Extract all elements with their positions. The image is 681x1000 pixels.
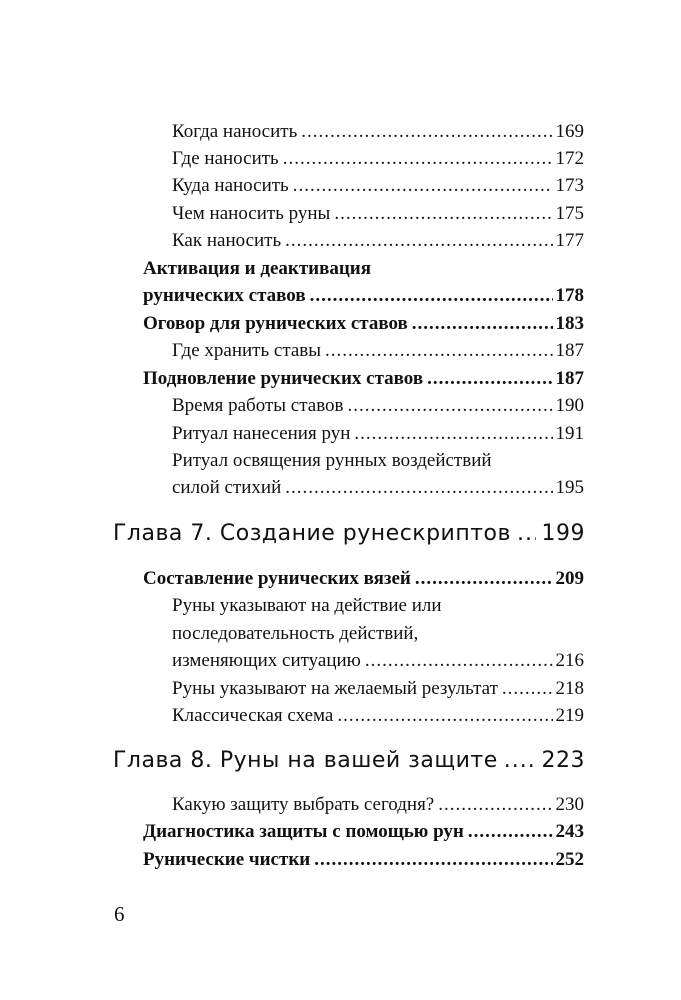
toc-entry-page: 175 xyxy=(555,203,584,224)
toc-entry[interactable] xyxy=(172,145,584,172)
toc-entry-title: Куда наносить xyxy=(172,175,289,196)
dot-leader xyxy=(337,702,552,729)
toc-entry-title-line[interactable]: Руны указывают на действие или xyxy=(172,595,442,616)
toc-entry-title: Оговор для рунических ставов xyxy=(143,313,408,334)
toc-entry-title: рунических ставов xyxy=(143,285,306,306)
toc-entry-title: силой стихий xyxy=(172,477,282,498)
toc-entry[interactable] xyxy=(143,365,584,392)
chapter-heading[interactable] xyxy=(113,746,585,776)
dot-leader xyxy=(427,365,552,392)
toc-entry-title-line[interactable]: Ритуал освящения рунных воздействий xyxy=(172,450,492,471)
toc-entry-title: Руны указывают на желаемый результат xyxy=(172,678,498,699)
toc-entry-title: Где хранить ставы xyxy=(172,340,322,361)
toc-entry-page: 187 xyxy=(555,340,584,361)
dot-leader xyxy=(293,172,553,199)
toc-entry[interactable] xyxy=(172,420,584,447)
dot-leader xyxy=(310,282,553,309)
dot-leader xyxy=(334,200,552,227)
chapter-title: Глава 8. Руны на вашей защите xyxy=(113,748,498,773)
toc-entry-page: 172 xyxy=(555,148,584,169)
dot-leader xyxy=(517,519,536,549)
dot-leader xyxy=(325,337,552,364)
toc-entry[interactable] xyxy=(172,392,584,419)
toc-entry-page: 219 xyxy=(555,705,584,726)
toc-entry[interactable] xyxy=(143,310,584,337)
toc-entry-page: 243 xyxy=(555,821,584,842)
toc-entry[interactable] xyxy=(143,846,584,873)
dot-leader xyxy=(365,647,553,674)
toc-entry-title: Какую защиту выбрать сегодня? xyxy=(172,794,435,815)
chapter-page: 223 xyxy=(541,748,585,773)
toc-entry[interactable] xyxy=(172,200,584,227)
toc-entry[interactable] xyxy=(172,474,584,501)
chapter-title: Глава 7. Создание рунескриптов xyxy=(113,521,511,546)
dot-leader xyxy=(348,392,553,419)
dot-leader xyxy=(285,227,552,254)
toc-entry-page: 218 xyxy=(555,678,584,699)
toc-entry[interactable] xyxy=(143,818,584,845)
toc-entry-page: 178 xyxy=(555,285,584,306)
toc-entry-title: Время работы ставов xyxy=(172,395,344,416)
toc-entry[interactable] xyxy=(172,118,584,145)
toc-entry-title-line[interactable]: Активация и деактивация xyxy=(143,258,372,279)
toc-entry-page: 230 xyxy=(555,794,584,815)
dot-leader xyxy=(415,565,553,592)
toc-entry-title: Как наносить xyxy=(172,230,282,251)
toc-entry-page: 173 xyxy=(555,175,584,196)
toc-entry-page: 252 xyxy=(555,849,584,870)
page-number: 6 xyxy=(114,902,125,926)
toc-entry-page: 183 xyxy=(555,313,584,334)
toc-entry[interactable] xyxy=(172,791,584,818)
dot-leader xyxy=(504,746,536,776)
chapter-heading[interactable] xyxy=(113,519,585,549)
toc-entry-title: изменяющих ситуацию xyxy=(172,650,361,671)
toc-entry-page: 191 xyxy=(555,423,584,444)
toc-entry[interactable] xyxy=(143,565,584,592)
toc-entry[interactable] xyxy=(172,172,584,199)
dot-leader xyxy=(301,118,552,145)
dot-leader xyxy=(502,675,553,702)
toc-entry-title: Ритуал нанесения рун xyxy=(172,423,351,444)
toc-entry-title: Составление рунических вязей xyxy=(143,568,411,589)
toc-entry-title: Когда наносить xyxy=(172,121,298,142)
chapter-page: 199 xyxy=(541,521,585,546)
toc-entry-page: 187 xyxy=(555,368,584,389)
dot-leader xyxy=(468,818,553,845)
toc-entry-title: Классическая схема xyxy=(172,705,334,726)
toc-entry-page: 216 xyxy=(555,650,584,671)
toc-entry[interactable] xyxy=(172,702,584,729)
dot-leader xyxy=(314,846,552,873)
toc-entry-page: 177 xyxy=(555,230,584,251)
toc-entry-title-line[interactable]: последовательность действий, xyxy=(172,623,419,644)
dot-leader xyxy=(354,420,552,447)
toc-entry[interactable] xyxy=(172,227,584,254)
toc-entry-page: 169 xyxy=(555,121,584,142)
dot-leader xyxy=(412,310,553,337)
toc-entry-title: Где наносить xyxy=(172,148,279,169)
toc-entry[interactable] xyxy=(172,675,584,702)
toc-entry-title: Чем наносить руны xyxy=(172,203,331,224)
toc-entry-title: Подновление рунических ставов xyxy=(143,368,424,389)
toc-entry-page: 195 xyxy=(555,477,584,498)
toc-entry[interactable] xyxy=(172,647,584,674)
toc-entry[interactable] xyxy=(172,337,584,364)
toc-entry-page: 190 xyxy=(555,395,584,416)
toc-entry-title: Рунические чистки xyxy=(143,849,311,870)
toc-entry-title: Диагностика защиты с помощью рун xyxy=(143,821,464,842)
dot-leader xyxy=(285,474,552,501)
toc-entry[interactable] xyxy=(143,282,584,309)
toc-entry-page: 209 xyxy=(555,568,584,589)
dot-leader xyxy=(283,145,553,172)
dot-leader xyxy=(438,791,552,818)
